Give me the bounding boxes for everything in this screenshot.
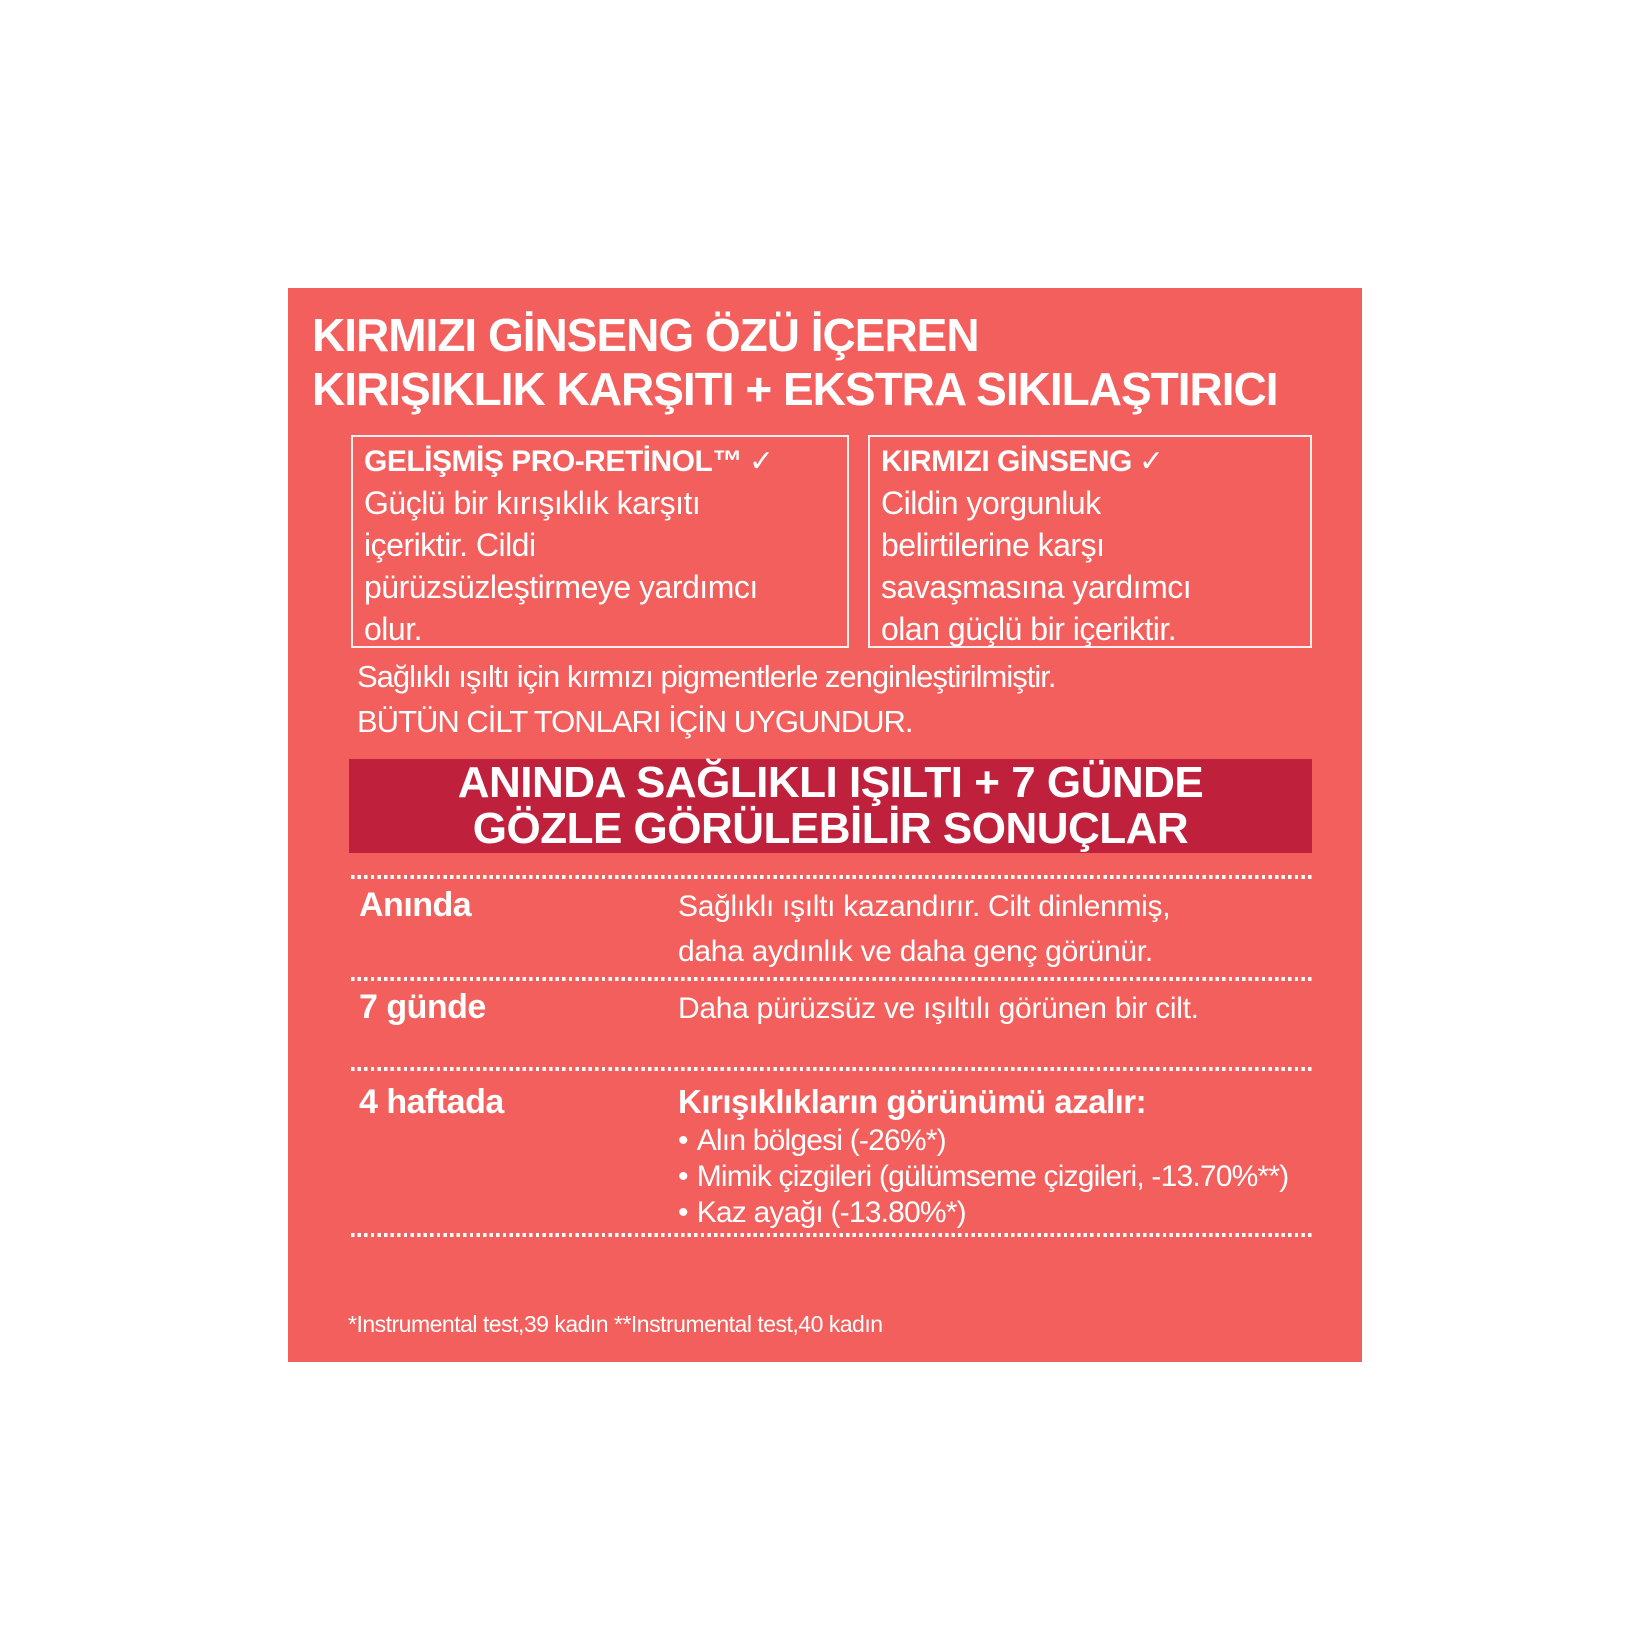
result-description-line: Daha pürüzsüz ve ışıltılı görünen bir cilt.	[678, 992, 1199, 1025]
pigment-note-line-1: Sağlıklı ışıltı için kırmızı pigmentlerle zenginleştirilmiştir.	[357, 659, 1056, 694]
description-line: olan güçlü bir içeriktir.	[881, 611, 1177, 647]
check-icon: ✓	[748, 445, 774, 478]
result-description-line: Sağlıklı ışıltı kazandırır. Cilt dinlenmiş,	[678, 890, 1171, 923]
title-line-1: KIRMIZI GİNSENG ÖZÜ İÇEREN	[312, 309, 979, 361]
page-title	[312, 308, 1278, 416]
ingredient-name: KIRMIZI GİNSENG	[881, 445, 1132, 478]
bullet-text: Kaz ayağı (-13.80%*)	[696, 1196, 966, 1229]
description-line: pürüzsüzleştirmeye yardımcı	[364, 569, 758, 605]
result-description-line: daha aydınlık ve daha genç görünür.	[678, 935, 1153, 968]
wrinkle-bullet-smile-lines	[678, 1159, 1288, 1195]
ingredient-name: GELİŞMİŞ PRO-RETİNOL™	[364, 445, 742, 478]
check-icon: ✓	[1138, 445, 1164, 478]
bullet-icon: •	[678, 1160, 688, 1193]
bullet-text: Mimik çizgileri (gülümseme çizgileri, -13.70%**)	[696, 1160, 1289, 1193]
dotted-divider	[351, 1233, 1312, 1237]
result-period: 7 günde	[359, 988, 486, 1026]
ingredient-description-red-ginseng	[881, 482, 1299, 650]
product-info-card	[288, 288, 1362, 1362]
ingredient-box-red-ginseng	[868, 435, 1312, 648]
bullet-icon: •	[678, 1124, 688, 1157]
ingredient-boxes	[351, 435, 1312, 648]
ingredient-description-pro-retinol	[364, 482, 836, 650]
results-banner	[349, 759, 1312, 853]
description-line: Cildin yorgunluk	[881, 485, 1101, 521]
result-description	[678, 986, 1199, 1031]
result-description	[678, 884, 1170, 974]
bullet-text: Alın bölgesi (-26%*)	[696, 1124, 946, 1157]
footnote: *Instrumental test,39 kadın **Instrumental test,40 kadın	[348, 1311, 883, 1337]
description-line: içeriktir. Cildi	[364, 527, 536, 563]
banner-line-1: ANINDA SAĞLIKLI IŞILTI + 7 GÜNDE	[457, 758, 1204, 807]
result-period: 4 haftada	[359, 1083, 504, 1121]
dotted-divider	[351, 875, 1312, 879]
title-line-2: KIRIŞIKLIK KARŞITI + EKSTRA SIKILAŞTIRICI	[312, 363, 1278, 415]
dotted-divider	[351, 1067, 1312, 1071]
description-line: olur.	[364, 611, 422, 647]
ingredient-heading-pro-retinol	[364, 442, 836, 482]
description-line: Güçlü bir kırışıklık karşıtı	[364, 485, 701, 521]
description-line: savaşmasına yardımcı	[881, 569, 1192, 605]
wrinkle-results-heading: Kırışıklıkların görünümü azalır:	[678, 1083, 1147, 1120]
ingredient-heading-red-ginseng	[881, 442, 1299, 482]
bullet-icon: •	[678, 1196, 688, 1229]
description-line: belirtilerine karşı	[881, 527, 1105, 563]
pigment-note	[357, 654, 1055, 744]
pigment-note-line-2: BÜTÜN CİLT TONLARI İÇİN UYGUNDUR.	[357, 704, 913, 739]
wrinkle-bullet-crows-feet	[678, 1195, 1288, 1231]
dotted-divider	[351, 977, 1312, 981]
wrinkle-bullet-forehead	[678, 1123, 1288, 1159]
banner-line-2: GÖZLE GÖRÜLEBİLİR SONUÇLAR	[472, 804, 1189, 853]
ingredient-box-pro-retinol	[351, 435, 849, 648]
result-period: Anında	[359, 886, 472, 924]
result-description	[678, 1081, 1288, 1231]
